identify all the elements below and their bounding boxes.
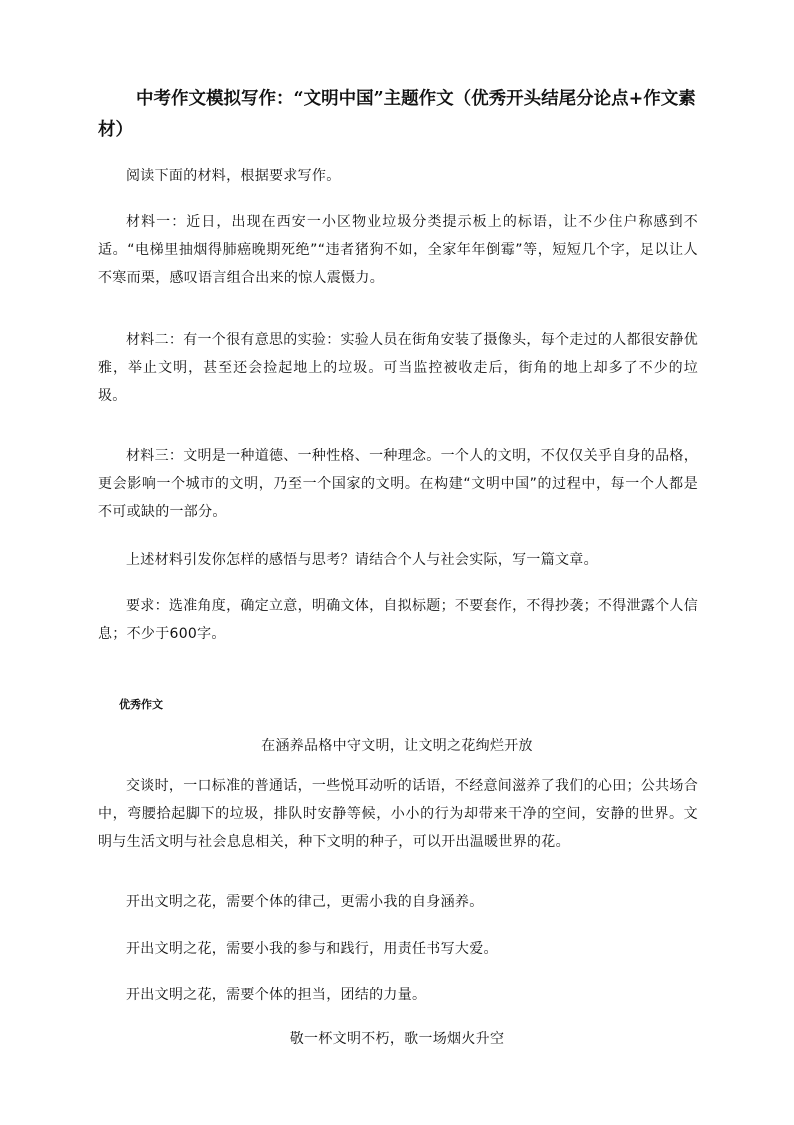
instruction-paragraph: 阅读下面的材料，根据要求写作。 xyxy=(126,168,341,184)
prompt-paragraph: 上述材料引发你怎样的感悟与思考？请结合个人与社会实际，写一篇文章。 xyxy=(126,552,598,568)
material-two-paragraph: 材料二：有一个很有意思的实验：实验人员在街角安装了摄像头，每个走过的人都很安静优雅，举止文明，甚至还会捡起地上的垃圾。可当监控被收走后，街角的地上却多了不少的垃圾。 xyxy=(98,332,698,404)
section-label: 优秀作文 xyxy=(119,698,163,711)
requirements-paragraph: 要求：选准角度，确定立意，明确文体，自拟标题；不要套作，不得抄袭；不得泄露个人信息；不少于600字。 xyxy=(98,598,698,642)
document-title: 中考作文模拟写作：“文明中国”主题作文（优秀开头结尾分论点+作文素材） xyxy=(98,89,696,140)
essay-two-title: 敬一杯文明不朽，歌一场烟火升空 xyxy=(289,1031,505,1047)
essay-one-paragraph-3: 开出文明之花，需要小我的参与和践行，用责任书写大爱。 xyxy=(126,941,498,957)
essay-one-paragraph-1: 交谈时，一口标准的普通话，一些悦耳动听的话语，不经意间滋养了我们的心田；公共场合中，弯腰拾起脚下的垃圾，排队时安静等候，小小的行为却带来干净的空间，安静的世界。文明与生活文明与社会息息相关，种下文明的种子，可以开出温暖世界的花。 xyxy=(98,778,698,850)
essay-one-paragraph-4: 开出文明之花，需要个体的担当，团结的力量。 xyxy=(126,987,427,1003)
essay-one-title: 在涵养品格中守文明，让文明之花绚烂开放 xyxy=(261,738,533,754)
material-three-paragraph: 材料三：文明是一种道德、一种性格、一种理念。一个人的文明，不仅仅关乎自身的品格，更会影响一个城市的文明，乃至一个国家的文明。在构建“文明中国”的过程中，每一个人都是不可或缺的一部分。 xyxy=(98,448,698,520)
material-one-paragraph: 材料一：近日，出现在西安一小区物业垃圾分类提示板上的标语，让不少住户称感到不适。“电梯里抽烟得肺癌晚期死绝”“违者猪狗不如，全家年年倒霉”等，短短几个字，足以让人不寒而栗，感叹语言组合出来的惊人震慑力。 xyxy=(98,214,698,286)
essay-one-paragraph-2: 开出文明之花，需要个体的律己，更需小我的自身涵养。 xyxy=(126,894,484,910)
